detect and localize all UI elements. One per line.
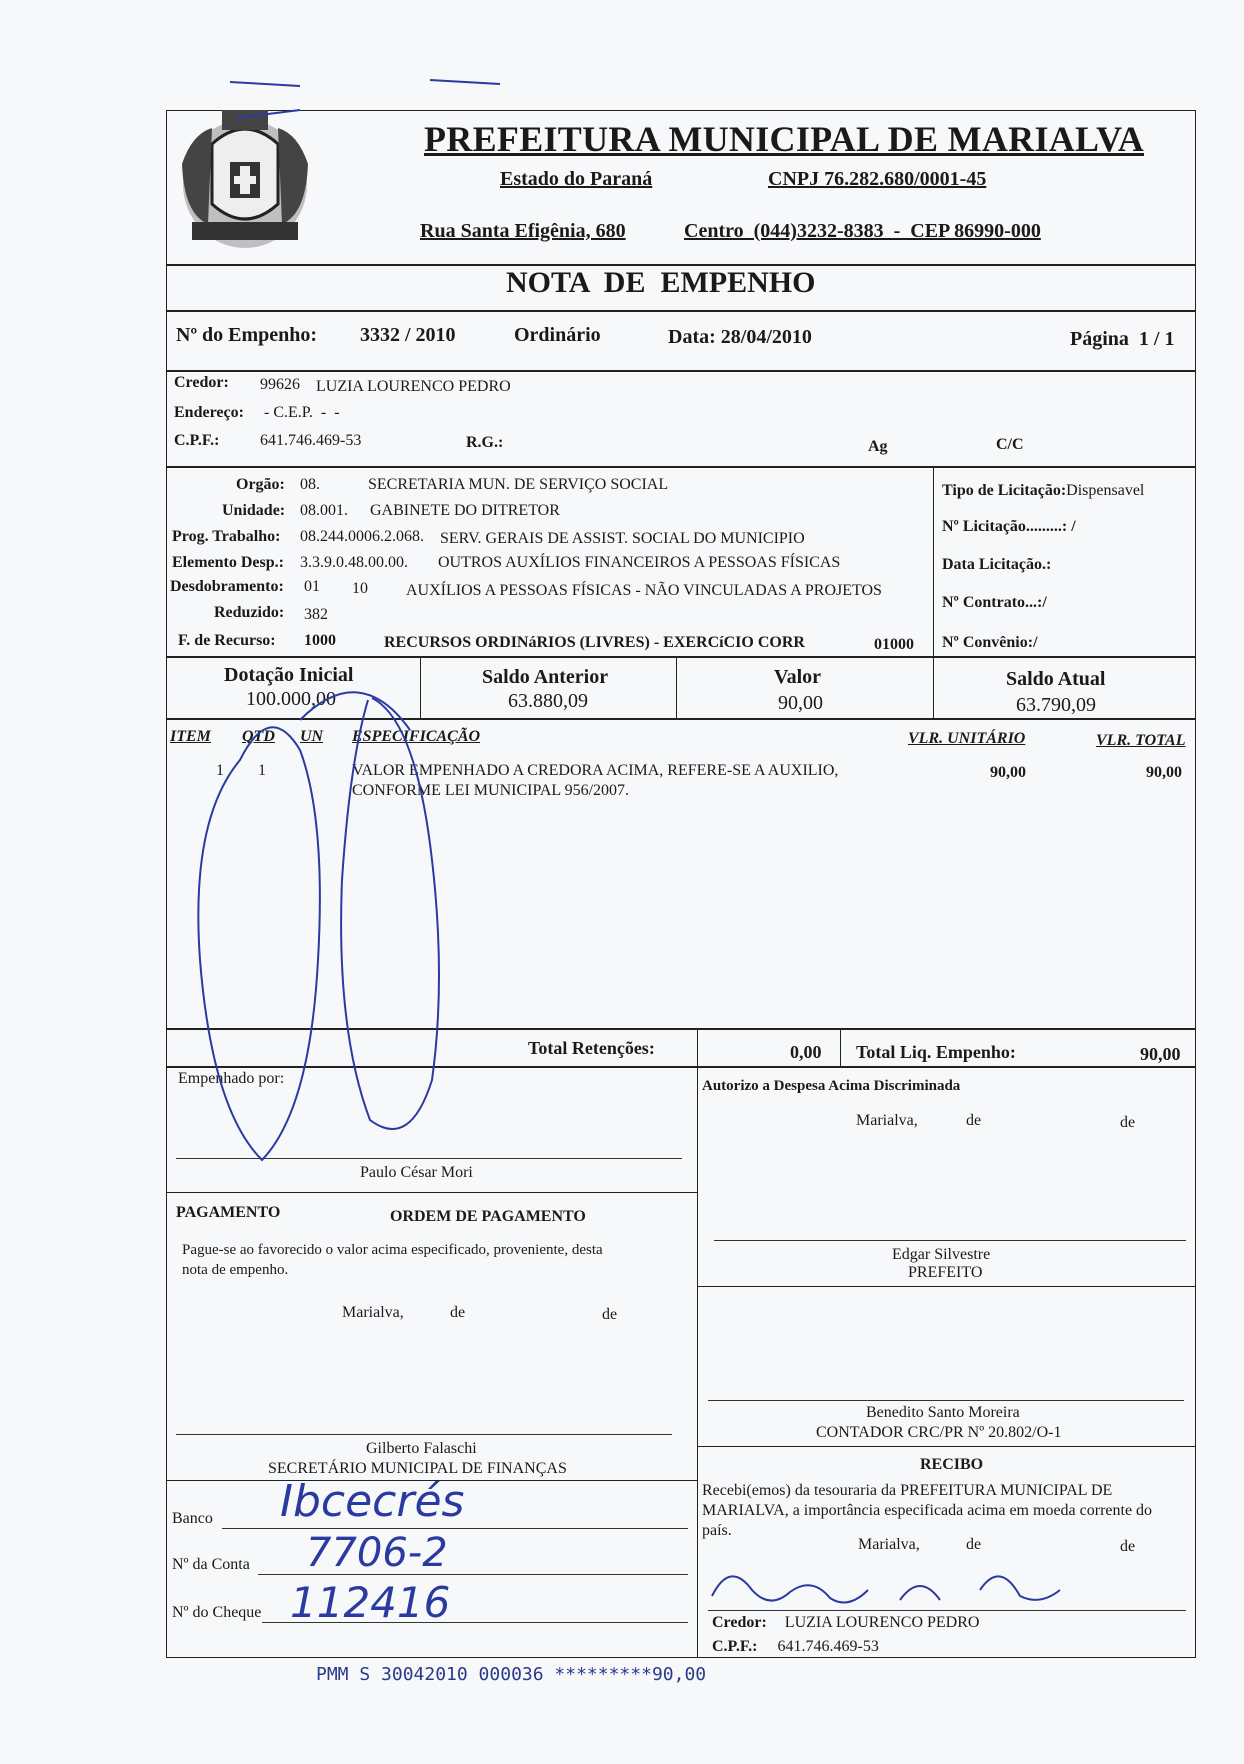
saldo-anterior-label: Saldo Anterior <box>482 666 609 688</box>
reduzido-label: Reduzido: <box>214 604 285 621</box>
doc-title: NOTA DE EMPENHO <box>506 266 816 299</box>
item-total-value: 90,00 <box>1146 764 1182 781</box>
dotacao-label: Dotação Inicial <box>224 664 354 686</box>
empenho-date: Data: 28/04/2010 <box>668 326 812 348</box>
credor-name: LUZIA LOURENCO PEDRO <box>316 378 511 395</box>
secretario-title: SECRETÁRIO MUNICIPAL DE FINANÇAS <box>268 1460 567 1477</box>
empenhado-name: Paulo César Mori <box>360 1164 473 1181</box>
bottom-stamp: PMM S 30042010 000036 *********90,00 <box>316 1664 707 1685</box>
empenho-type: Ordinário <box>514 324 601 346</box>
banco-label: Banco <box>172 1510 213 1527</box>
recibo-title: RECIBO <box>920 1456 984 1473</box>
item-unit-value: 90,00 <box>990 764 1026 781</box>
recibo-de-1: de <box>966 1536 982 1553</box>
licitacao-contrato: Nº Contrato...:/ <box>942 594 1047 611</box>
endereco-label: Endereço: <box>174 404 244 421</box>
empenho-page: Página 1 / 1 <box>1070 328 1175 350</box>
pagamento-marialva: Marialva, <box>342 1304 404 1321</box>
items-header-especificacao: ESPECIFICAÇÃO <box>352 728 481 745</box>
items-header-un: UN <box>300 728 324 745</box>
items-header-vlr-total: VLR. TOTAL <box>1096 732 1186 749</box>
saldo-atual-value: 63.790,09 <box>1016 694 1096 716</box>
cpf-value: 641.746.469-53 <box>260 432 362 449</box>
orgao-name: SECRETARIA MUN. DE SERVIÇO SOCIAL <box>368 476 669 493</box>
autorizo-marialva: Marialva, <box>856 1112 918 1129</box>
retencoes-label: Total Retenções: <box>528 1038 655 1058</box>
retencoes-value: 0,00 <box>790 1042 822 1062</box>
cheque-label: Nº do Cheque <box>172 1604 262 1621</box>
secretario-name: Gilberto Falaschi <box>366 1440 477 1457</box>
items-header-vlr-unitario: VLR. UNITÁRIO <box>908 730 1026 747</box>
item-spec-line1: VALOR EMPENHADO A CREDORA ACIMA, REFERE-SE A AUXILIO, <box>352 762 839 779</box>
pagamento-label: PAGAMENTO <box>176 1204 281 1221</box>
orgao-label: Orgão: <box>236 476 285 493</box>
recibo-line3: país. <box>702 1522 732 1539</box>
recibo-marialva: Marialva, <box>858 1536 920 1553</box>
prog-name: SERV. GERAIS DE ASSIST. SOCIAL DO MUNICIPIO <box>440 530 805 547</box>
banco-value: Ibcecrés <box>280 1476 465 1527</box>
licitacao-data: Data Licitação.: <box>942 556 1052 573</box>
recibo-cpf-value: 641.746.469-53 <box>777 1638 879 1655</box>
credor-code: 99626 <box>260 376 300 393</box>
liquido-value: 90,00 <box>1140 1044 1181 1064</box>
desdobramento-label: Desdobramento: <box>170 578 284 595</box>
liquido-label: Total Liq. Empenho: <box>856 1042 1016 1062</box>
pague-line2: nota de empenho. <box>182 1262 289 1278</box>
unidade-name: GABINETE DO DITRETOR <box>370 502 560 519</box>
ink-oval-small <box>341 698 439 1129</box>
endereco-value: - C.E.P. - - <box>264 404 340 421</box>
recurso-code2: 01000 <box>874 636 914 653</box>
ink-tick <box>230 80 500 118</box>
header-cnpj: CNPJ 76.282.680/0001-45 <box>768 168 987 190</box>
autorizo-de-1: de <box>966 1112 982 1129</box>
ordem-label: ORDEM DE PAGAMENTO <box>390 1208 586 1225</box>
contador-title: CONTADOR CRC/PR Nº 20.802/O-1 <box>816 1424 1062 1441</box>
item-qtd: 1 <box>258 762 266 779</box>
saldo-anterior-value: 63.880,09 <box>508 690 588 712</box>
elemento-label: Elemento Desp.: <box>172 554 284 571</box>
recibo-line1: Recebi(emos) da tesouraria da PREFEITURA MUNICIPAL DE <box>702 1482 1113 1499</box>
recibo-credor-name: LUZIA LOURENCO PEDRO <box>784 1614 980 1631</box>
pague-line1: Pague-se ao favorecido o valor acima especificado, proveniente, desta <box>182 1242 603 1258</box>
desdobramento-name: AUXÍLIOS A PESSOAS FÍSICAS - NÃO VINCULADAS A PROJETOS <box>406 582 882 599</box>
recurso-label: F. de Recurso: <box>178 632 276 649</box>
saldo-atual-label: Saldo Atual <box>1006 668 1106 690</box>
valor-value: 90,00 <box>778 692 823 714</box>
header-state: Estado do Paraná <box>500 168 653 190</box>
header-title: PREFEITURA MUNICIPAL DE MARIALVA <box>424 119 1145 159</box>
reduzido-value: 382 <box>304 606 328 623</box>
prefeito-name: Edgar Silvestre <box>892 1246 991 1263</box>
cc-label: C/C <box>996 436 1024 453</box>
cheque-value: 112416 <box>290 1578 451 1627</box>
ag-label: Ag <box>868 438 888 455</box>
item-number: 1 <box>216 762 224 779</box>
licitacao-numero: Nº Licitação.........: / <box>942 518 1076 535</box>
unidade-label: Unidade: <box>222 502 286 519</box>
empenhado-label: Empenhado por: <box>178 1070 285 1087</box>
recibo-credor-label: Credor: <box>712 1614 767 1631</box>
conta-value: 7706-2 <box>306 1530 448 1576</box>
prefeito-title: PREFEITO <box>908 1264 983 1281</box>
licitacao-convenio: Nº Convênio:/ <box>942 634 1038 651</box>
conta-label: Nº da Conta <box>172 1556 250 1573</box>
ink-oval-large <box>198 727 320 1160</box>
recibo-de-2: de <box>1120 1538 1136 1555</box>
header-contact: Centro (044)3232-8383 - CEP 86990-000 <box>684 220 1041 242</box>
autorizo-de-2: de <box>1120 1114 1136 1131</box>
licitacao-tipo-value: Dispensavel <box>1066 482 1145 499</box>
elemento-name: OUTROS AUXÍLIOS FINANCEIROS A PESSOAS FÍSICAS <box>438 554 841 571</box>
valor-label: Valor <box>774 666 822 688</box>
pagamento-de-1: de <box>450 1304 466 1321</box>
dotacao-value: 100.000,00 <box>246 688 336 710</box>
licitacao-tipo-label: Tipo de Licitação: <box>942 482 1067 499</box>
item-spec-line2: CONFORME LEI MUNICIPAL 956/2007. <box>352 782 630 799</box>
recurso-name: RECURSOS ORDINáRIOS (LIVRES) - EXERCíCIO CORR <box>384 634 805 651</box>
contador-name: Benedito Santo Moreira <box>866 1404 1020 1421</box>
orgao-code: 08. <box>300 476 320 493</box>
pagamento-de-2: de <box>602 1306 618 1323</box>
items-header-qtd: QTD <box>242 728 275 745</box>
header-street: Rua Santa Efigênia, 680 <box>420 220 626 242</box>
prog-label: Prog. Trabalho: <box>172 528 281 545</box>
cpf-label: C.P.F.: <box>174 432 220 449</box>
desdobramento-code2: 10 <box>352 580 368 597</box>
recibo-line2: MARIALVA, a importância especificada acima em moeda corrente do <box>702 1502 1153 1519</box>
autorizo-label: Autorizo a Despesa Acima Discriminada <box>702 1078 961 1094</box>
rg-label: R.G.: <box>466 434 504 451</box>
ink-arc <box>300 692 410 730</box>
elemento-code: 3.3.9.0.48.00.00. <box>300 554 408 571</box>
empenho-number: 3332 / 2010 <box>360 324 456 346</box>
items-header-item: ITEM <box>170 728 211 745</box>
unidade-code: 08.001. <box>300 502 348 519</box>
prog-code: 08.244.0006.2.068. <box>300 528 424 545</box>
desdobramento-code1: 01 <box>304 578 320 595</box>
recibo-cpf-label: C.P.F.: <box>712 1638 758 1655</box>
empenho-label: Nº do Empenho: <box>176 324 318 346</box>
credor-label: Credor: <box>174 374 229 391</box>
ink-signature <box>712 1576 1060 1602</box>
recurso-code: 1000 <box>304 632 336 649</box>
